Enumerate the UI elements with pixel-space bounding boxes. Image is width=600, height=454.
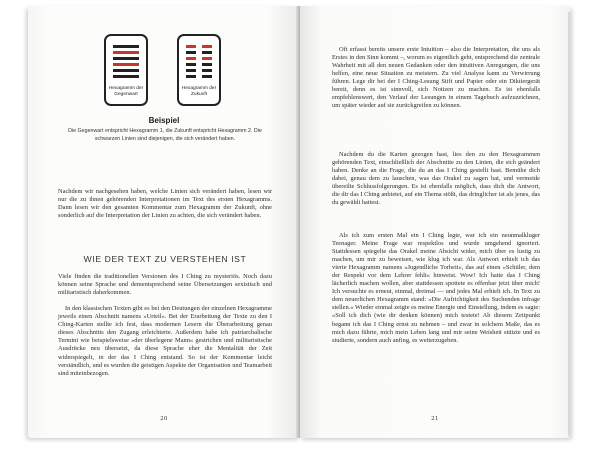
right-page — [300, 6, 570, 438]
card-caption: Hexagramm der Zukunft — [181, 86, 217, 97]
hexagram-line-broken-right — [202, 57, 212, 60]
hexagram-line — [113, 69, 139, 72]
hexagram-line-broken-left — [186, 63, 196, 66]
caption-text: Die Gegenwart entspricht Hexagramm 1, die Zukunft entspricht Hexagramm 2. Die schwarzen Linien sind diejenigen, die sich verändert haben. — [68, 128, 262, 142]
page-edge — [568, 12, 570, 436]
section-heading: WIE DER TEXT ZU VERSTEHEN IST — [83, 254, 247, 264]
hexagram-line-broken-left — [186, 51, 196, 54]
hexagram-line-broken-right — [202, 63, 212, 66]
hexagram-line-broken-left — [186, 69, 196, 72]
hexagram-line-broken-right — [202, 75, 212, 78]
hexagram-line-broken-left — [186, 57, 196, 60]
hexagram-line-broken-right — [202, 51, 212, 54]
hexagram-card-future — [177, 34, 221, 106]
left-page — [28, 6, 300, 438]
body-paragraph: Oft erfasst bereits unsere erste Intuition – also die Interpretation, die uns als Erstes in den Sinn kommt –, worum es eigentlich geht, entsprechend die zentrale Wahrheit mit all den neuen Gedanken oder den intuitiven Anregungen, die uns helfen, eine neue Situation zu meistern. Zu viel Analyse kann zu Verwirrung führen. Lege dir bei der I Ching-Lesung Stift und Papier oder ein Diktiergerät bereit, denn es ist sinnvoll, sich Notizen zu machen. Es ist ebenfalls empfehlenswert, den Verlauf der Lesungen in einem Tagebuch aufzuzeichnen, um später wieder auf sie zurückgreifen zu können. — [332, 46, 540, 110]
hexagram-line — [113, 75, 139, 78]
hexagram-line — [113, 57, 139, 60]
hexagram-line-changing — [113, 63, 139, 66]
page-number: 20 — [160, 415, 168, 422]
hexagram-line-broken-right — [202, 45, 212, 48]
body-paragraph: Als ich zum ersten Mal ein I Ching legte, war ich ein neunmalkluger Teenager. Meine Frage war respektlos und wurde umgehend ignoriert. Stattdessen spiegelte das Orakel meine Absicht wider, mich über es lustig zu machen, um mir zu beweisen, wie klug ich war. Als Antwort erhielt ich das vierte Hexagramm namens »Jugendliche Torheit«, das auf einen »Schüler, dem der Respekt vor dem Lehrer fehlt« hinweist. Wow! Ich hatte das I Ching lächerlich machen wollen, aber stattdessen spottete es offenbar jetzt über mich! Ich versuchte es erneut, einmal, dreimal — und jedes Mal erhielt ich. In Text zu dem neuerlichen Hexagramm stand: »Die Aufrichtigkeit des Suchenden infrage stellen.« Wieder einmal zeigte es meine Energie und Einstellung, indem es sagte: »Soll ich dich (wie dir denken können) mich testete! Ab diesem Zeitpunkt begann ich das I Ching ernst zu nehmen – und zwar in solchem Maße, das es mich dazu führte, mich mein Leben lang und mir seine Weisheit stützte und es studierte, sondern auch anfing, es weiterzugeben. — [332, 232, 540, 344]
hexagram-line-broken-right — [202, 69, 212, 72]
caption-title: Beispiel — [148, 116, 180, 125]
body-paragraph: Nachdem du die Karten gezogen hast, lies den zu den Hexagrammen gehörenden Text, einschließlich der Abschnitte zu den Linien, die sich geändert haben. Denke an die Frage, die du an das I Ching gestellt hast. Bemühe dich dabei, genau dem zu lauschen, was das Orakel zu sagen hat, und vermeide übereilte Schlussfolgerungen. Es ist ebenfalls möglich, dass dich die Antwort, die dir das I Ching anbietet, auf ein Thema stößt, das dringlicher ist als jenes, das du gewählt hattest. — [332, 151, 540, 207]
page-number: 21 — [431, 415, 439, 422]
open-book — [28, 6, 576, 446]
body-paragraph: Viele finden die traditionellen Versionen des I Ching zu mysteriös. Noch dazu können seine Sprache und dementsprechend seine Übersetzungen sexistisch und militaristisch daherkommen. — [58, 273, 272, 297]
hexagram-illustration — [28, 34, 300, 108]
body-paragraph: In den klassischen Texten gibt es bei den Deutungen der einzelnen Hexagramme jeweils einen Abschnitt namens »Urteil«. Bei der Erarbeitung der Texte zu den I Ching-Karten stellte ich fest, dass modernen Lesern die Überarbeitung genau dieses Abschnitts den Zugang erleichterte. Außerdem habe ich patriarchalische Termini wie beispielsweise »der überlegene Mann« gestrichen und militaristische Ausdrücke neu übersetzt, da diese Sprache eher die Mentalität der Zeit widerspiegelt, in der das I Ching entstand. So ist der Kommentar leicht verständlich, und es wurden die geistigen Aspekte der Organisation und Teamarbeit sind miteinbezogen. — [58, 305, 272, 377]
hexagram-card-present — [104, 34, 148, 106]
hexagram-line — [113, 45, 139, 48]
card-caption: Hexagramm der Gegenwart — [108, 86, 144, 97]
hexagram-line-changing — [113, 51, 139, 54]
body-paragraph: Nachdem wir nachgesehen haben, welche Linien sich verändert haben, lesen wir nur die zu ihnen gehörenden Interpretationen im Text des ersten Hexagramms. Dann lesen wir den gesamten Kommentar zum Hexagramm der Zukunft, ohne sonderlich auf die Interpretation der Linien zu achten, die sich verändert haben. — [58, 188, 272, 220]
hexagram-line-broken-left — [186, 45, 196, 48]
hexagram-line-broken-left — [186, 75, 196, 78]
